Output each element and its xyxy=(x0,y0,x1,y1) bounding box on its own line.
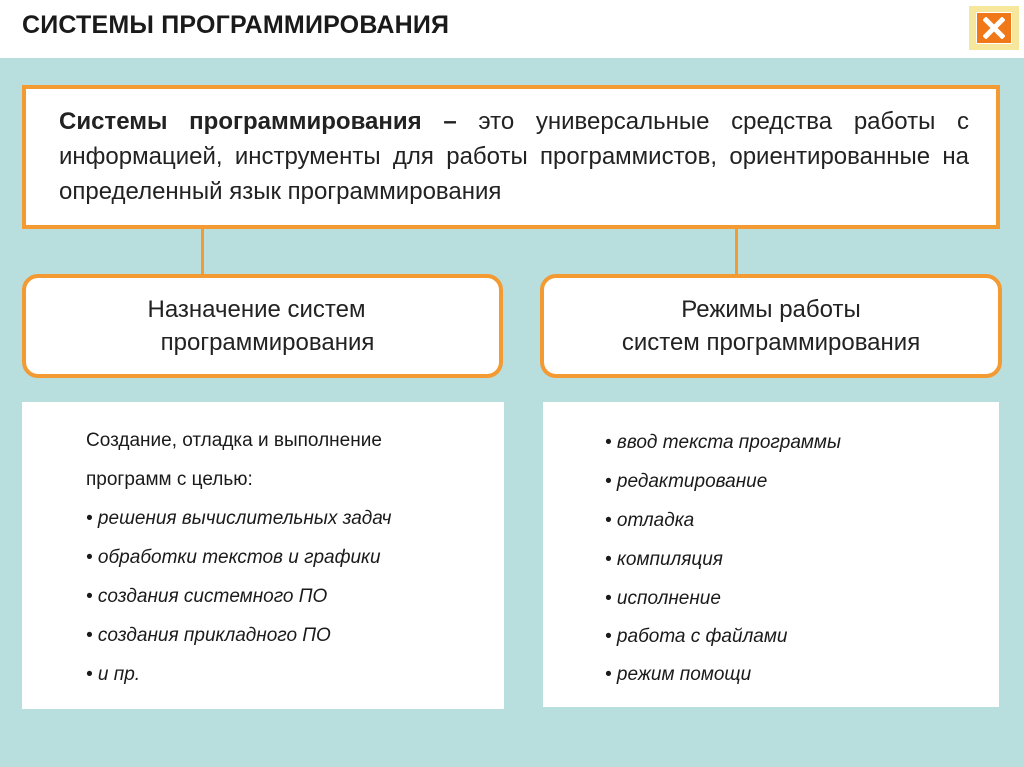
purpose-list-item: • решения вычислительных задач xyxy=(86,508,392,529)
modes-heading-line2: систем программирования xyxy=(621,329,921,356)
purpose-list-item: • создания системного ПО xyxy=(86,586,328,607)
close-button[interactable] xyxy=(969,6,1019,50)
definition-term: Системы программирования xyxy=(59,108,422,135)
purpose-list-item: • обработки текстов и графики xyxy=(86,547,381,568)
modes-heading-line1: Режимы работы xyxy=(681,296,861,323)
close-x-glyph xyxy=(983,17,1005,39)
purpose-heading-box xyxy=(22,274,503,378)
definition-text xyxy=(59,104,969,209)
modes-list-item: • отладка xyxy=(605,510,695,531)
modes-list-item: • режим помощи xyxy=(605,664,752,685)
definition-dash: – xyxy=(421,108,479,135)
purpose-heading-line2: программирования xyxy=(160,329,375,356)
page-title: СИСТЕМЫ ПРОГРАММИРОВАНИЯ xyxy=(22,11,450,39)
modes-list-item: • редактирование xyxy=(605,471,768,492)
definition-box xyxy=(22,85,1000,229)
close-icon[interactable] xyxy=(976,12,1012,44)
purpose-list-box xyxy=(22,402,504,709)
modes-heading-box xyxy=(540,274,1002,378)
connector-right xyxy=(735,229,738,275)
purpose-list-item: • и пр. xyxy=(86,664,141,685)
modes-list-item: • ввод текста программы xyxy=(605,432,841,453)
modes-list-item: • работа с файлами xyxy=(605,626,788,647)
modes-list-item: • исполнение xyxy=(605,588,721,609)
header-bar xyxy=(0,0,1024,58)
modes-list-item: • компиляция xyxy=(605,549,723,570)
purpose-list-item: • создания прикладного ПО xyxy=(86,625,331,646)
definition-body: это универсальные средства работы с информацией, инструменты для работы программистов, ориентированные на определенный язык программирования xyxy=(59,108,970,205)
connector-left xyxy=(201,229,204,275)
purpose-intro-line2: программ с целью: xyxy=(86,469,253,490)
modes-list-box xyxy=(543,402,999,707)
purpose-heading-line1: Назначение систем xyxy=(147,296,366,323)
purpose-intro-line1: Создание, отладка и выполнение xyxy=(86,430,382,451)
